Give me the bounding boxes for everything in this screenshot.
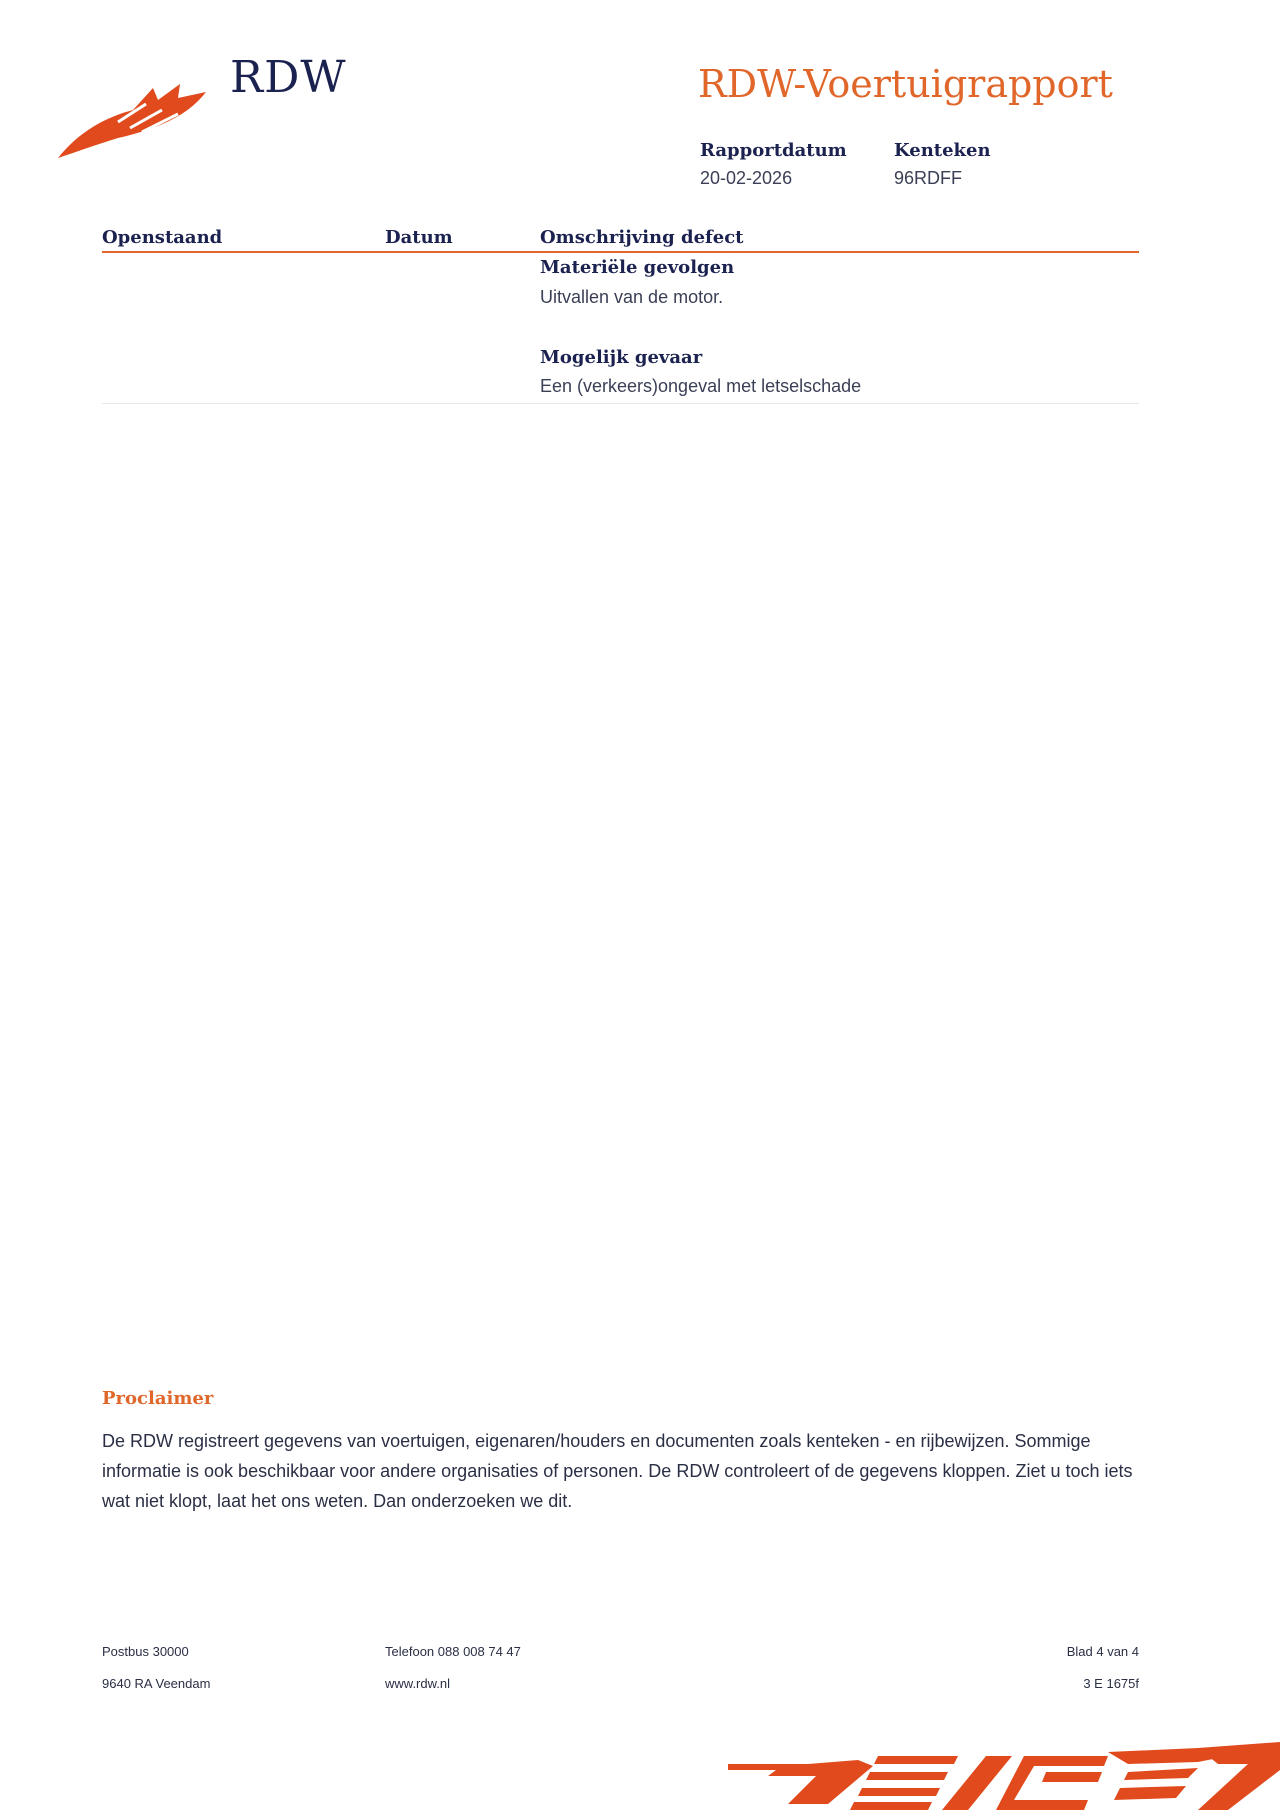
rdw-logo-icon <box>58 78 208 162</box>
decorative-stripes <box>728 1742 1280 1812</box>
kenteken-value: 96RDFF <box>894 168 963 188</box>
defect-section-text: Een (verkeers)ongeval met letselschade <box>540 376 862 396</box>
column-header-omschrijving: Omschrijving defect <box>540 227 744 248</box>
header-divider <box>102 251 1139 253</box>
rapportdatum-label: Rapportdatum <box>700 140 847 161</box>
column-header-openstaand: Openstaand <box>102 227 223 248</box>
column-header-datum: Datum <box>385 227 453 248</box>
logo-text: RDW <box>230 52 347 103</box>
kenteken-label: Kenteken <box>894 140 991 161</box>
footer-address-line2: 9640 RA Veendam <box>102 1676 211 1691</box>
proclaimer-text: De RDW registreert gegevens van voertuigen, eigenaren/houders en documenten zoals kenteken - en rijbewijzen. Sommige informatie is ook beschikbaar voor andere organisaties of personen. De RDW controleert of de gegevens kloppen. Ziet u toch iets wat niet klopt, laat het ons weten. Dan onderzoeken we dit. <box>102 1431 1133 1511</box>
footer-address-line1: Postbus 30000 <box>102 1644 189 1659</box>
footer-phone: Telefoon 088 008 74 47 <box>385 1644 521 1659</box>
footer-page-number: Blad 4 van 4 <box>1066 1644 1139 1659</box>
footer-website: www.rdw.nl <box>385 1676 451 1691</box>
row-divider <box>102 403 1139 404</box>
defect-section-heading: Mogelijk gevaar <box>540 347 703 368</box>
rapportdatum-value: 20-02-2026 <box>700 168 793 188</box>
defect-section-heading: Materiële gevolgen <box>540 257 735 278</box>
document-title: RDW-Voertuigrapport <box>698 62 1113 106</box>
defect-section-text: Uitvallen van de motor. <box>540 287 724 307</box>
proclaimer-heading: Proclaimer <box>102 1388 214 1409</box>
footer-code: 3 E 1675f <box>1083 1676 1139 1691</box>
